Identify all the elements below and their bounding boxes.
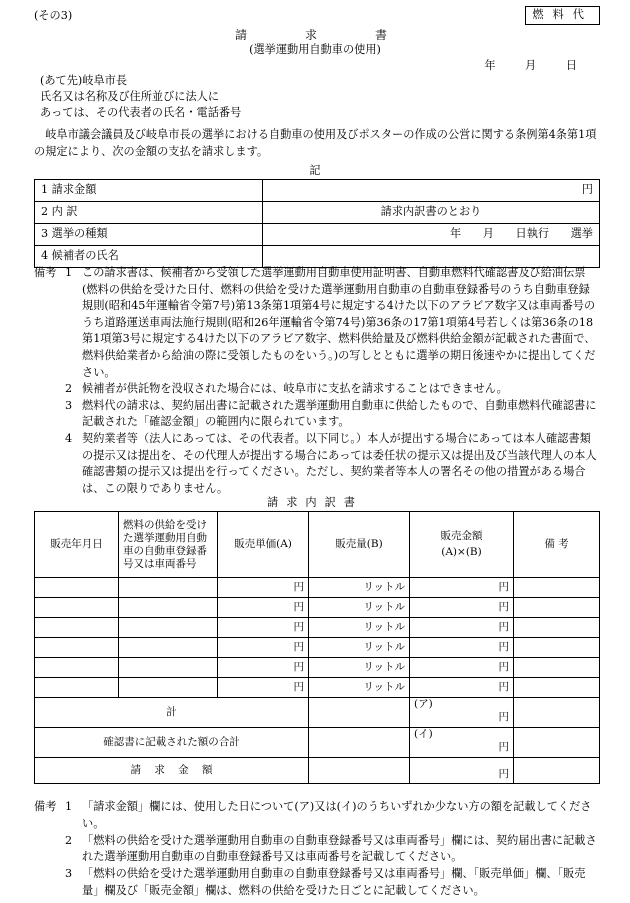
claim-amount-value[interactable]: 円 <box>410 758 514 784</box>
note-text: 「燃料の供給を受けた選挙運動用自動車の自動車登録番号又は車両番号」欄、「販売単価」欄、「販売量」欄及び「販売金額」欄は、燃料の供給を受けた日ごとに記載してください。 <box>82 867 586 897</box>
request-amount-value[interactable]: 円 <box>263 180 600 202</box>
col-remarks: 備 考 <box>514 512 600 578</box>
breakdown-value: 請求内訳書のとおり <box>263 202 600 224</box>
notes-heading: 備考 <box>34 266 57 279</box>
note-text: 契約業者等（法人にあっては、その代表者。以下同じ。）本人が提出する場合にあっては本人確認書類の提示又は提出を、その代理人が提出する場合にあっては委任状の提示又は提出及び当該代理人の本人確認書類の提示又は提出を行ってください。ただし、契約業者等本人の署名その他の措置がある場合は、この限りでありません。 <box>82 431 597 495</box>
table-header-row <box>35 512 600 578</box>
breakdown-label: 2 内 訳 <box>35 202 263 224</box>
col-sale-date: 販売年月日 <box>35 512 119 578</box>
total-amount[interactable]: (ア) 円 <box>410 698 514 728</box>
confirm-total-label: 確認書に記載された額の合計 <box>35 728 309 758</box>
claimant-line-1: 氏名又は名称及び住所並びに法人に <box>40 90 220 103</box>
notes-section-1 <box>34 265 600 497</box>
col-quantity: 販売量(B) <box>309 512 410 578</box>
note-item <box>34 799 600 833</box>
note-text: 燃料代の請求は、契約届出書に記載された選挙運動用自動車に供給したもので、自動車燃料代確認書に記載された「確認金額」の範囲内に限られています。 <box>82 398 597 429</box>
document-title: 請求書 <box>234 28 445 42</box>
col-amount: 販売金額 (A)×(B) <box>410 512 514 578</box>
confirm-total-amount[interactable]: (イ) 円 <box>410 728 514 758</box>
candidate-name-label: 4 候補者の氏名 <box>35 246 263 268</box>
table-row <box>35 224 600 246</box>
page-number: (その3) <box>34 9 73 22</box>
claim-amount-label: 請 求 金 額 <box>35 758 309 784</box>
ki-heading: 記 <box>309 164 321 177</box>
table-row <box>35 202 600 224</box>
note-number: 1 <box>65 800 73 813</box>
detail-table <box>34 511 600 784</box>
document-subtitle: (選挙運動用自動車の使用) <box>249 43 381 56</box>
detail-title: 請求内訳書 <box>267 496 363 509</box>
claim-amount-row <box>35 758 600 784</box>
note-item <box>34 265 600 381</box>
note-item <box>34 866 600 900</box>
note-number: 3 <box>65 867 73 881</box>
note-number: 2 <box>65 382 73 396</box>
note-number: 4 <box>65 431 73 445</box>
table-row: 円 リットル 円 <box>35 618 600 638</box>
total-row <box>35 698 600 728</box>
note-number: 3 <box>65 398 73 412</box>
addressee: (あて先)岐阜市長 <box>40 74 128 87</box>
table-row: 円 リットル 円 <box>35 678 600 698</box>
notes-section-2 <box>34 799 600 900</box>
col-unit-price: 販売単価(A) <box>218 512 309 578</box>
total-label: 計 <box>35 698 309 728</box>
election-type-value[interactable]: 年 月 日執行 選挙 <box>263 224 600 246</box>
note-number: 2 <box>65 833 73 847</box>
note-item <box>34 431 600 497</box>
date-line: 年 月 日 <box>484 59 577 72</box>
col-registration: 燃料の供給を受けた選挙運動用自動車の自動車登録番号又は車両番号 <box>119 512 218 578</box>
address-block <box>40 73 241 121</box>
table-row: 円 リットル 円 <box>35 638 600 658</box>
note-item <box>34 398 600 431</box>
table-row <box>35 180 600 202</box>
note-number: 1 <box>65 266 73 279</box>
intro-paragraph: 岐阜市議会議員及び岐阜市長の選挙における自動車の使用及びポスターの作成の公営に関する条例第4条第1項の規定により、次の金額の支払を請求します。 <box>34 128 597 158</box>
request-amount-label: 1 請求金額 <box>35 180 263 202</box>
note-text: この請求書は、候補者から受領した選挙運動用自動車使用証明書、自動車燃料代確認書及び給油伝票(燃料の供給を受けた日付、燃料の供給を受けた選挙運動用自動車の自動車登録番号のうち自動車登録規則(昭和45年運輸省令第7号)第13条第1項第4号に規定する4けた以下のアラビア数字又は車両番号のうち道路運送車両法施行規則(昭和26年運輸省令第74号)第36条の17第1項第4号若しくは第36条の18第1項第3号に規定する4けた以下のアラビア数字、燃料供給量及び燃料供給金額が記載された書面で、燃料供給業者から給油の際に受領したものをいう。)の写しとともに選挙の期日後速やかに提出してください。 <box>82 266 596 379</box>
confirm-total-row <box>35 728 600 758</box>
note-text: 「請求金額」欄には、使用した日について(ア)又は(イ)のうちいずれか少ない方の額を記載してください。 <box>82 800 592 830</box>
request-table <box>34 179 600 268</box>
table-row: 円 リットル 円 <box>35 578 600 598</box>
note-text: 候補者が供託物を没収された場合には、岐阜市に支払を請求することはできません。 <box>82 382 508 396</box>
claimant-line-2: あっては、その代表者の氏名・電話番号 <box>40 106 242 119</box>
category-tag: 燃料代 <box>525 6 600 25</box>
election-type-label: 3 選挙の種類 <box>35 224 263 246</box>
notes-heading: 備考 <box>34 800 57 813</box>
note-text: 「燃料の供給を受けた選挙運動用自動車の自動車登録番号又は車両番号」欄には、契約届出書に記載された選挙運動用自動車の自動車登録番号又は車両番号を記載してください。 <box>82 833 597 864</box>
note-item <box>34 833 600 867</box>
table-row: 円 リットル 円 <box>35 658 600 678</box>
table-row: 円 リットル 円 <box>35 598 600 618</box>
note-item <box>34 381 600 398</box>
